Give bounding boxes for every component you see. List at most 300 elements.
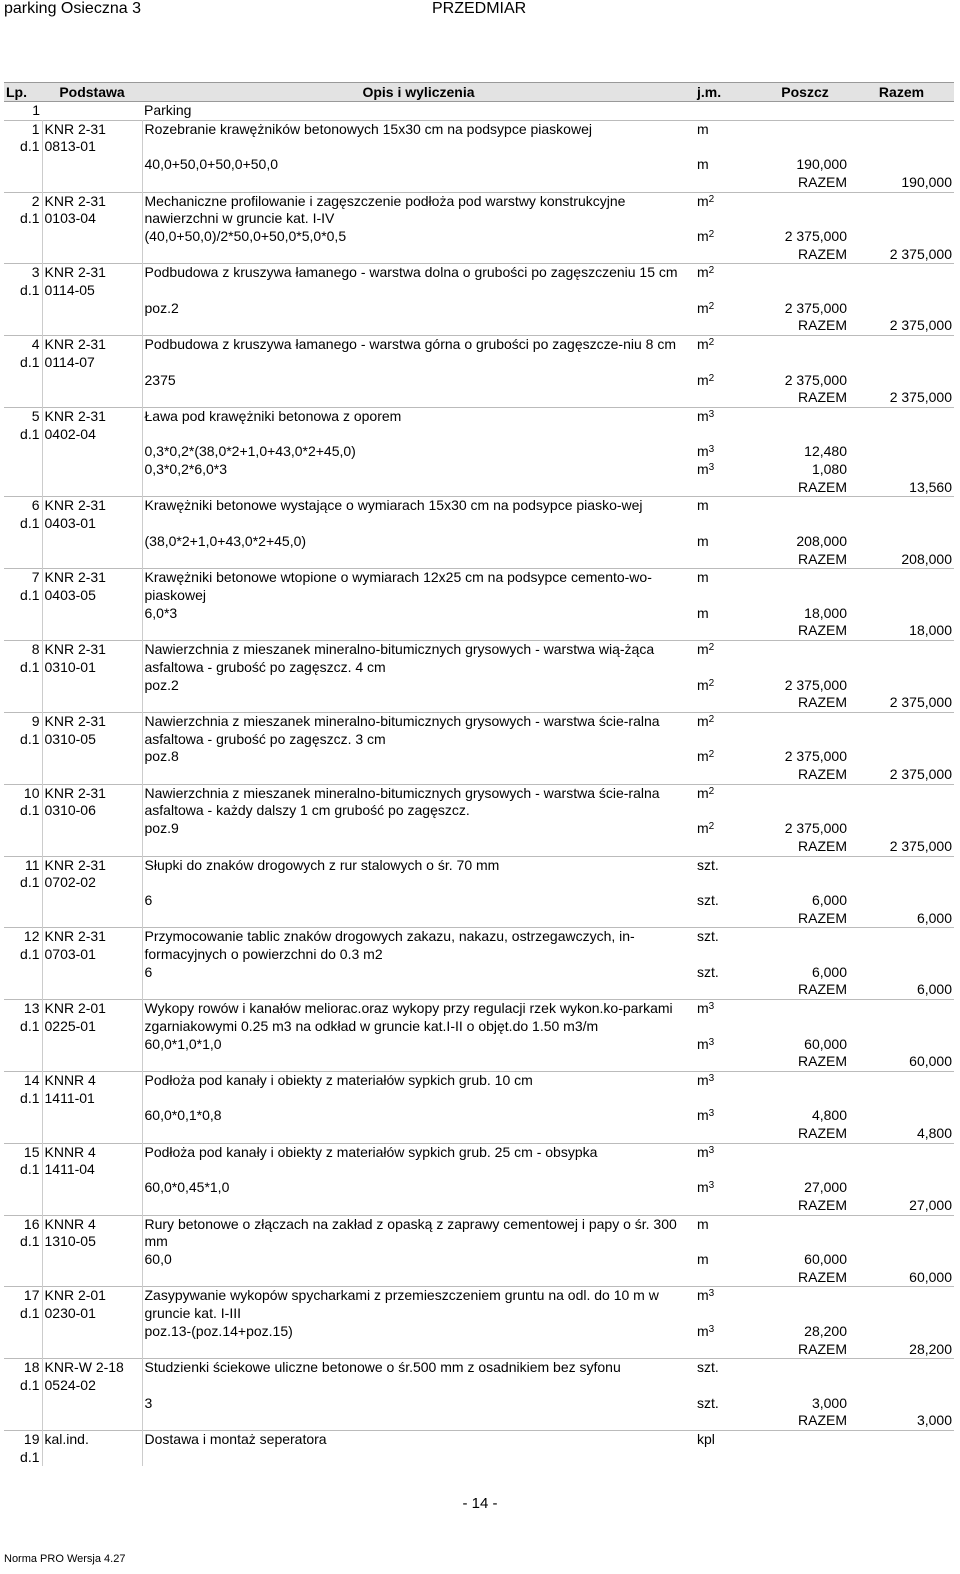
col-header-lp: Lp.: [4, 83, 42, 102]
empty-cell: [849, 443, 954, 461]
empty-cell: [4, 1125, 42, 1143]
total-value: 4,800: [916, 1125, 952, 1142]
calculation-expression: 0,3*0,2*(38,0*2+1,0+43,0*2+45,0): [144, 443, 356, 460]
total-value: 2 375,000: [889, 837, 952, 854]
empty-cell: [695, 1090, 761, 1108]
empty-cell: [42, 372, 142, 390]
empty-cell: [761, 731, 849, 749]
total-label: RAZEM: [798, 981, 847, 998]
calculation-row: [4, 1107, 954, 1125]
empty-cell: [42, 317, 142, 335]
empty-cell: [695, 1197, 761, 1215]
position-d-label: d.1: [4, 138, 42, 156]
total-label: RAZEM: [798, 1340, 847, 1357]
total-row: [4, 1341, 954, 1359]
empty-cell: [142, 766, 695, 784]
total-row: [4, 246, 954, 264]
total-row: [4, 551, 954, 569]
empty-cell: [4, 964, 42, 982]
empty-cell: [849, 1287, 954, 1305]
total-value: 2 375,000: [889, 317, 952, 334]
position-description: Zasypywanie wykopów spycharkami z przemieszczeniem gruntu na odl. do 10 m w gruncie kat. I-III: [142, 1287, 695, 1323]
position-basis-number: [42, 1449, 142, 1467]
calculation-expression: (40,0+50,0)/2*50,0+50,0*5,0*0,5: [144, 227, 347, 244]
position-unit: m: [695, 1215, 761, 1233]
position-basis-number: 1411-01: [42, 1090, 142, 1108]
calculation-row: [4, 1179, 954, 1197]
empty-cell: [761, 1018, 849, 1036]
empty-cell: [142, 910, 695, 928]
empty-cell: [849, 1161, 954, 1179]
calculation-expression: poz.2: [144, 299, 179, 316]
total-value: 3,000: [916, 1412, 952, 1429]
position-row: [4, 712, 954, 730]
position-basis-catalog: KNR 2-31: [42, 336, 142, 354]
position-d-label: d.1: [4, 946, 42, 964]
position-number: 9: [4, 712, 42, 730]
position-basis-catalog: KNR 2-31: [42, 928, 142, 946]
calculation-value: 6,000: [811, 963, 847, 980]
empty-cell: [42, 605, 142, 623]
position-unit: m: [695, 120, 761, 138]
total-label: RAZEM: [798, 550, 847, 567]
empty-cell: [142, 479, 695, 497]
empty-cell: [142, 838, 695, 856]
empty-cell: [849, 210, 954, 228]
calculation-unit: m: [697, 532, 709, 549]
empty-cell: [849, 1107, 954, 1125]
empty-cell: [4, 461, 42, 479]
empty-cell: [849, 677, 954, 695]
position-unit: szt.: [695, 928, 761, 946]
calculation-row: [4, 1395, 954, 1413]
calculation-unit: $m^3$: [697, 1179, 715, 1196]
total-row: [4, 174, 954, 192]
calculation-value: 60,000: [804, 1035, 847, 1052]
empty-cell: [761, 426, 849, 444]
total-row: [4, 622, 954, 640]
position-basis-catalog: KNR 2-31: [42, 120, 142, 138]
total-label: RAZEM: [798, 909, 847, 926]
position-number: 15: [4, 1143, 42, 1161]
position-basis-catalog: KNR 2-31: [42, 497, 142, 515]
total-label: RAZEM: [798, 245, 847, 262]
position-description: Podbudowa z kruszywa łamanego - warstwa górna o grubości po zagęszcze-niu 8 cm: [142, 336, 695, 372]
total-value: 6,000: [916, 909, 952, 926]
empty-cell: [42, 748, 142, 766]
empty-cell: [4, 1412, 42, 1430]
position-description: Ława pod krawężniki betonowa z oporem: [142, 407, 695, 443]
empty-cell: [695, 1412, 761, 1430]
empty-cell: [849, 928, 954, 946]
empty-cell: [849, 1000, 954, 1018]
empty-cell: [42, 820, 142, 838]
calculation-value: 28,200: [804, 1322, 847, 1339]
position-unit: szt.: [695, 1359, 761, 1377]
empty-cell: [761, 192, 849, 210]
calculation-row: [4, 964, 954, 982]
empty-cell: [4, 981, 42, 999]
position-basis-catalog: KNNR 4: [42, 1215, 142, 1233]
position-basis-catalog: KNR 2-31: [42, 641, 142, 659]
total-value: 2 375,000: [889, 766, 952, 783]
empty-cell: [4, 694, 42, 712]
empty-cell: [695, 515, 761, 533]
calculation-unit: $m^3$: [697, 1322, 715, 1339]
empty-cell: [761, 1161, 849, 1179]
calculation-value: 27,000: [804, 1179, 847, 1196]
empty-cell: [695, 317, 761, 335]
total-row: [4, 479, 954, 497]
empty-cell: [695, 174, 761, 192]
empty-cell: [142, 1197, 695, 1215]
calculation-row: [4, 461, 954, 479]
calculation-row: [4, 533, 954, 551]
position-unit: m: [695, 497, 761, 515]
empty-cell: [849, 497, 954, 515]
empty-cell: [849, 1179, 954, 1197]
calculation-row: [4, 372, 954, 390]
position-row: [4, 1071, 954, 1089]
position-description: Podłoża pod kanały i obiekty z materiałów sypkich grub. 10 cm: [142, 1071, 695, 1107]
position-row: [4, 569, 954, 587]
calculation-expression: poz.9: [144, 820, 179, 837]
position-basis-catalog: KNR 2-31: [42, 264, 142, 282]
calculation-row: [4, 748, 954, 766]
position-unit: $m^2$: [695, 336, 761, 354]
position-description: Rury betonowe o złączach na zakład z opaską z zaprawy cementowej i papy o śr. 300 mm: [142, 1215, 695, 1251]
position-basis-number: 0310-05: [42, 731, 142, 749]
empty-cell: [695, 766, 761, 784]
calculation-unit: $m^3$: [697, 1035, 715, 1052]
position-basis-catalog: KNR-W 2-18: [42, 1359, 142, 1377]
position-row: [4, 1143, 954, 1161]
empty-cell: [849, 138, 954, 156]
empty-cell: [761, 1215, 849, 1233]
empty-cell: [42, 461, 142, 479]
position-basis-number: 0103-04: [42, 210, 142, 228]
empty-cell: [849, 605, 954, 623]
calculation-unit: $m^2$: [697, 820, 715, 837]
position-unit: szt.: [695, 856, 761, 874]
position-number: 7: [4, 569, 42, 587]
calculation-row: [4, 1251, 954, 1269]
empty-cell: [849, 282, 954, 300]
total-row: [4, 910, 954, 928]
position-row: [4, 1215, 954, 1233]
calculation-unit: $m^2$: [697, 227, 715, 244]
position-number: 10: [4, 784, 42, 802]
column-header-row: [4, 83, 954, 102]
calculation-row: [4, 443, 954, 461]
empty-cell: [4, 479, 42, 497]
total-value: 18,000: [909, 622, 952, 639]
empty-cell: [42, 1341, 142, 1359]
total-label: RAZEM: [798, 766, 847, 783]
empty-cell: [761, 354, 849, 372]
position-d-label: d.1: [4, 282, 42, 300]
position-basis-catalog: KNR 2-31: [42, 569, 142, 587]
position-description: Podbudowa z kruszywa łamanego - warstwa dolna o grubości po zagęszczeniu 15 cm: [142, 264, 695, 300]
empty-cell: [695, 622, 761, 640]
empty-cell: [849, 372, 954, 390]
empty-cell: [849, 1233, 954, 1251]
empty-cell: [42, 156, 142, 174]
empty-cell: [42, 1036, 142, 1054]
position-row: [4, 641, 954, 659]
empty-cell: [849, 1143, 954, 1161]
position-number: 4: [4, 336, 42, 354]
empty-cell: [695, 1269, 761, 1287]
total-row: [4, 981, 954, 999]
calculation-unit: m: [697, 156, 709, 173]
total-label: RAZEM: [798, 173, 847, 190]
empty-cell: [42, 677, 142, 695]
position-unit: $m^3$: [695, 407, 761, 425]
empty-cell: [4, 677, 42, 695]
empty-cell: [695, 694, 761, 712]
empty-cell: [142, 1053, 695, 1071]
empty-cell: [42, 1412, 142, 1430]
empty-cell: [695, 731, 761, 749]
total-row: [4, 1125, 954, 1143]
calculation-expression: poz.13-(poz.14+poz.15): [144, 1322, 293, 1339]
position-basis-catalog: KNR 2-31: [42, 784, 142, 802]
empty-cell: [42, 1125, 142, 1143]
position-unit: $m^3$: [695, 1000, 761, 1018]
calculation-value: 2 375,000: [784, 299, 847, 316]
calculation-expression: 6,0*3: [144, 604, 178, 621]
empty-cell: [761, 1090, 849, 1108]
position-d-label: d.1: [4, 515, 42, 533]
empty-cell: [761, 1143, 849, 1161]
empty-cell: [42, 1323, 142, 1341]
calculation-value: 2 375,000: [784, 371, 847, 388]
empty-cell: [849, 964, 954, 982]
empty-cell: [761, 569, 849, 587]
total-row: [4, 694, 954, 712]
empty-cell: [761, 497, 849, 515]
empty-cell: [849, 1071, 954, 1089]
empty-cell: [142, 622, 695, 640]
empty-cell: [849, 569, 954, 587]
empty-cell: [849, 856, 954, 874]
position-row: [4, 120, 954, 138]
empty-cell: [761, 515, 849, 533]
position-row: [4, 192, 954, 210]
empty-cell: [849, 156, 954, 174]
empty-cell: [142, 981, 695, 999]
position-description: Krawężniki betonowe wtopione o wymiarach 12x25 cm na podsypce cemento-wo-piaskowej: [142, 569, 695, 605]
calculation-value: 2 375,000: [784, 748, 847, 765]
empty-cell: [4, 1197, 42, 1215]
position-unit: $m^2$: [695, 784, 761, 802]
position-unit: $m^3$: [695, 1287, 761, 1305]
empty-cell: [4, 1323, 42, 1341]
empty-cell: [695, 389, 761, 407]
position-row: [4, 784, 954, 802]
position-basis-number: 0310-01: [42, 659, 142, 677]
calculation-unit: szt.: [697, 891, 719, 908]
empty-cell: [42, 1269, 142, 1287]
position-basis-number: 0403-05: [42, 587, 142, 605]
position-basis-catalog: KNR 2-31: [42, 712, 142, 730]
position-number: 5: [4, 407, 42, 425]
calculation-row: [4, 156, 954, 174]
calculation-expression: poz.2: [144, 676, 179, 693]
empty-cell: [849, 641, 954, 659]
empty-cell: [695, 246, 761, 264]
empty-cell: [849, 587, 954, 605]
empty-cell: [849, 354, 954, 372]
position-number: 19: [4, 1431, 42, 1449]
position-d-label: d.1: [4, 1161, 42, 1179]
position-number: 18: [4, 1359, 42, 1377]
total-value: 2 375,000: [889, 389, 952, 406]
position-description: Dostawa i montaż seperatora: [142, 1431, 695, 1467]
position-row: [4, 407, 954, 425]
empty-cell: [4, 838, 42, 856]
empty-cell: [4, 892, 42, 910]
position-d-label: d.1: [4, 1449, 42, 1467]
empty-cell: [42, 300, 142, 318]
empty-cell: [4, 246, 42, 264]
calculation-unit: szt.: [697, 1394, 719, 1411]
position-basis-number: 1411-04: [42, 1161, 142, 1179]
empty-cell: [849, 515, 954, 533]
position-row: [4, 264, 954, 282]
position-basis-catalog: KNR 2-01: [42, 1287, 142, 1305]
position-description: Studzienki ściekowe uliczne betonowe o śr.500 mm z osadnikiem bez syfonu: [142, 1359, 695, 1395]
document-subtitle: PRZEDMIAR: [432, 0, 527, 17]
empty-cell: [695, 210, 761, 228]
empty-cell: [4, 156, 42, 174]
software-footer: Norma PRO Wersja 4.27: [4, 1553, 126, 1565]
col-header-poszcz: Poszcz: [761, 83, 849, 102]
calculation-expression: 60,0*1,0*1,0: [144, 1035, 222, 1052]
empty-cell: [761, 946, 849, 964]
position-basis-catalog: KNR 2-31: [42, 192, 142, 210]
total-label: RAZEM: [798, 1053, 847, 1070]
calculation-expression: 0,3*0,2*6,0*3: [144, 461, 228, 478]
total-label: RAZEM: [798, 478, 847, 495]
position-unit: $m^2$: [695, 192, 761, 210]
position-row: [4, 1431, 954, 1449]
calculation-value: 12,480: [804, 443, 847, 460]
empty-cell: [142, 1269, 695, 1287]
calculation-row: [4, 605, 954, 623]
position-description: Podłoża pod kanały i obiekty z materiałów sypkich grub. 25 cm - obsypka: [142, 1143, 695, 1179]
position-unit: $m^2$: [695, 712, 761, 730]
total-value: 60,000: [909, 1268, 952, 1285]
position-number: 17: [4, 1287, 42, 1305]
empty-cell: [695, 138, 761, 156]
empty-cell: [849, 300, 954, 318]
empty-cell: [42, 533, 142, 551]
empty-cell: [849, 407, 954, 425]
empty-cell: [42, 174, 142, 192]
empty-cell: [695, 802, 761, 820]
empty-cell: [695, 282, 761, 300]
empty-cell: [695, 1018, 761, 1036]
calculation-row: [4, 1323, 954, 1341]
empty-cell: [695, 838, 761, 856]
position-basis-catalog: KNR 2-31: [42, 856, 142, 874]
position-description: Mechaniczne profilowanie i zagęszczenie podłoża pod warstwy konstrukcyjne nawierzchni w gruncie kat. I-IV: [142, 192, 695, 228]
calculation-unit: $m^2$: [697, 748, 715, 765]
empty-cell: [142, 551, 695, 569]
bill-of-quantities-table: [4, 82, 954, 1466]
empty-cell: [761, 210, 849, 228]
position-basis-number: 0702-02: [42, 874, 142, 892]
position-d-label: d.1: [4, 354, 42, 372]
empty-cell: [42, 766, 142, 784]
empty-cell: [695, 659, 761, 677]
empty-cell: [4, 317, 42, 335]
empty-cell: [695, 354, 761, 372]
empty-cell: [42, 1053, 142, 1071]
position-basis-number: 0403-01: [42, 515, 142, 533]
empty-cell: [849, 946, 954, 964]
position-basis-catalog: KNR 2-31: [42, 407, 142, 425]
empty-cell: [849, 1090, 954, 1108]
empty-cell: [42, 551, 142, 569]
empty-cell: [695, 1125, 761, 1143]
empty-cell: [761, 1431, 849, 1449]
empty-cell: [42, 910, 142, 928]
calculation-value: 1,080: [811, 461, 847, 478]
empty-cell: [4, 605, 42, 623]
position-number: 12: [4, 928, 42, 946]
position-basis-number: 0114-05: [42, 282, 142, 300]
empty-cell: [142, 1412, 695, 1430]
empty-cell: [42, 1107, 142, 1125]
empty-cell: [761, 856, 849, 874]
total-row: [4, 1197, 954, 1215]
empty-cell: [4, 820, 42, 838]
empty-cell: [4, 1269, 42, 1287]
position-d-label: d.1: [4, 1090, 42, 1108]
position-description: Rozebranie krawężników betonowych 15x30 cm na podsypce piaskowej: [142, 120, 695, 156]
total-value: 6,000: [916, 981, 952, 998]
empty-cell: [849, 336, 954, 354]
empty-cell: [142, 1125, 695, 1143]
empty-cell: [849, 426, 954, 444]
empty-cell: [761, 1377, 849, 1395]
empty-cell: [761, 1359, 849, 1377]
total-row: [4, 1269, 954, 1287]
empty-cell: [695, 479, 761, 497]
empty-cell: [42, 838, 142, 856]
position-row: [4, 856, 954, 874]
position-unit: $m^3$: [695, 1143, 761, 1161]
position-basis-number: 1310-05: [42, 1233, 142, 1251]
calculation-unit: m: [697, 604, 709, 621]
empty-cell: [42, 1251, 142, 1269]
empty-cell: [695, 981, 761, 999]
total-label: RAZEM: [798, 317, 847, 334]
position-row: [4, 1359, 954, 1377]
position-number: 14: [4, 1071, 42, 1089]
empty-cell: [4, 389, 42, 407]
section-title: Parking: [144, 102, 192, 118]
empty-cell: [849, 192, 954, 210]
empty-cell: [849, 1215, 954, 1233]
empty-cell: [4, 228, 42, 246]
empty-cell: [695, 1305, 761, 1323]
empty-cell: [695, 1161, 761, 1179]
calculation-unit: $m^2$: [697, 371, 715, 388]
